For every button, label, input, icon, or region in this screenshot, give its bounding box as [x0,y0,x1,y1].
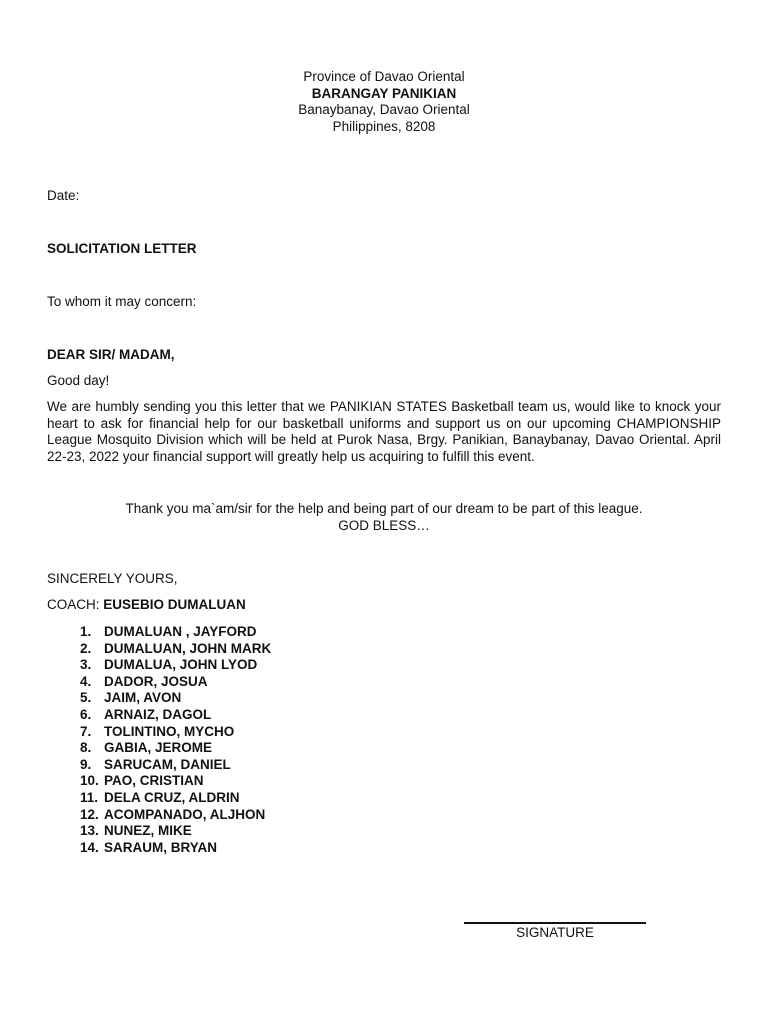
roster-item [80,624,480,641]
roster-number: 7. [80,723,92,739]
roster-number: 2. [80,640,92,656]
roster-player-name: DADOR, JOSUA [104,673,208,689]
coach-name: EUSEBIO DUMALUAN [103,597,246,612]
roster-number: 11. [80,789,99,805]
roster-player-name: NUNEZ, MIKE [104,823,192,839]
roster-item [80,740,480,757]
roster-player-name: ACOMPANADO, ALJHON [104,806,266,822]
thanks-block [47,501,721,534]
roster-item [80,840,480,857]
roster-player-name: TOLINTINO, MYCHO [104,723,235,739]
roster-player-name: DELA CRUZ, ALDRIN [104,789,240,805]
roster-number: 10. [80,773,99,789]
roster-player-name: PAO, CRISTIAN [104,773,204,789]
roster-number: 14. [80,839,99,855]
roster-number: 5. [80,690,92,706]
roster-player-name: SARAUM, BRYAN [104,839,218,855]
roster-number: 3. [80,657,92,673]
roster-item [80,823,480,840]
recipient-line: To whom it may concern: [47,294,197,309]
letter-subject: SOLICITATION LETTER [47,241,197,256]
roster-number: 4. [80,673,92,689]
roster-number: 13. [80,823,99,839]
roster-player-name: JAIM, AVON [104,690,182,706]
roster-item [80,773,480,790]
roster-list [80,624,480,856]
barangay-line: BARANGAY PANIKIAN [311,85,457,101]
roster-player-name: GABIA, JEROME [104,740,213,756]
roster-player-name: ARNAIZ, DAGOL [104,706,212,722]
date-label: Date: [47,188,80,203]
roster-number: 8. [80,740,92,756]
coach-label: COACH: [47,597,100,612]
roster-number: 6. [80,706,92,722]
roster-player-name: DUMALUA, JOHN LYOD [104,657,258,673]
roster-item [80,807,480,824]
salutation: DEAR SIR/ MADAM, [47,347,175,362]
greeting: Good day! [47,373,110,388]
roster-number: 12. [80,806,99,822]
roster-item [80,707,480,724]
roster-player-name: DUMALUAN , JAYFORD [104,624,257,639]
roster-item [80,757,480,774]
roster-item [80,790,480,807]
blessing-line: GOD BLESS… [338,517,430,533]
signature-label: SIGNATURE [516,925,594,940]
roster-item [80,657,480,674]
roster-number: 9. [80,756,92,772]
country-line: Philippines, 8208 [332,118,436,134]
roster-item [80,674,480,691]
roster-player-name: SARUCAM, DANIEL [104,756,231,772]
roster-item [80,641,480,658]
letterhead [0,69,768,135]
coach-line [47,597,246,614]
closing-line: SINCERELY YOURS, [47,571,178,586]
thanks-line: Thank you ma`am/sir for the help and being part of our dream to be part of this league. [125,501,643,516]
roster-item [80,724,480,741]
roster-player-name: DUMALUAN, JOHN MARK [104,640,272,656]
roster-number: 1. [80,624,92,639]
roster-item [80,690,480,707]
province-line: Province of Davao Oriental [303,69,465,84]
signature-line [464,922,646,924]
municipality-line: Banaybanay, Davao Oriental [298,102,470,118]
letter-body: We are humbly sending you this letter that we PANIKIAN STATES Basketball team us, would like to knock your heart to ask for financial help for our basketball uniforms and support us on our upcoming CHAMPIONSHIP League Mosquito Division which will be held at Purok Nasa, Brgy. Panikian, Banaybanay, Davao Oriental. April 22-23, 2022 your financial support will greatly help us acquiring to fulfill this event. [47,399,721,464]
